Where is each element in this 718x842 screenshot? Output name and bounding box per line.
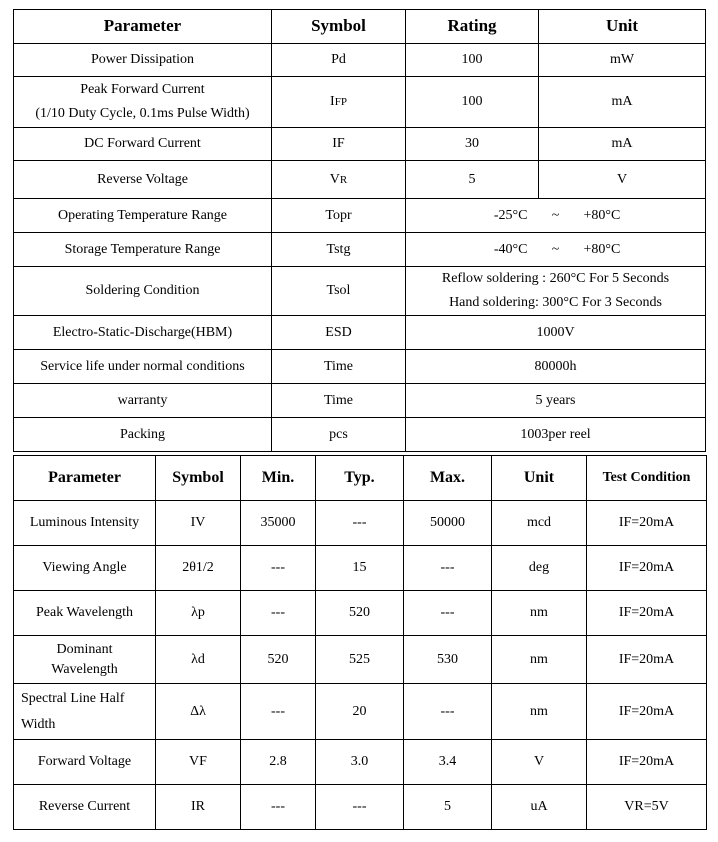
value-cell: 1000V <box>406 316 706 350</box>
unit-cell: mcd <box>492 501 587 546</box>
header-typ: Typ. <box>316 456 404 501</box>
min-cell: --- <box>241 785 316 830</box>
max-cell: --- <box>404 591 492 636</box>
symbol-cell: Pd <box>272 44 406 77</box>
min-cell: --- <box>241 546 316 591</box>
table-row <box>14 418 706 452</box>
reflow-line: Reflow soldering : 260°C For 5 Seconds <box>441 271 670 287</box>
unit-cell: mW <box>539 44 706 77</box>
param-note: (1/10 Duty Cycle, 0.1ms Pulse Width) <box>35 106 250 121</box>
unit-cell: mA <box>539 128 706 161</box>
range-max: +80°C <box>583 241 621 257</box>
table-row <box>14 501 707 546</box>
unit-cell: nm <box>492 636 587 684</box>
symbol-cell: Tsol <box>272 267 406 316</box>
table-row <box>14 684 707 740</box>
param-line-2: Width <box>21 716 56 732</box>
table-row <box>14 384 706 418</box>
symbol-cell: IR <box>156 785 241 830</box>
header-min: Min. <box>241 456 316 501</box>
header-test-condition: Test Condition <box>587 456 707 501</box>
param-cell: Forward Voltage <box>14 740 156 785</box>
unit-cell: nm <box>492 684 587 740</box>
symbol-cell: Time <box>272 384 406 418</box>
param-cell <box>14 684 156 740</box>
max-cell: 50000 <box>404 501 492 546</box>
condition-cell: IF=20mA <box>587 636 707 684</box>
param-cell: Service life under normal conditions <box>14 350 272 384</box>
header-unit: Unit <box>539 10 706 44</box>
rating-cell: 30 <box>406 128 539 161</box>
table-row <box>14 316 706 350</box>
symbol-cell: λp <box>156 591 241 636</box>
symbol-main: V <box>329 171 340 187</box>
symbol-subscript: FP <box>334 96 347 109</box>
value-cell: 5 years <box>406 384 706 418</box>
symbol-cell: pcs <box>272 418 406 452</box>
range-cell <box>406 233 706 267</box>
condition-cell: IF=20mA <box>587 546 707 591</box>
min-cell: 520 <box>241 636 316 684</box>
min-cell: 2.8 <box>241 740 316 785</box>
param-cell: Peak Wavelength <box>14 591 156 636</box>
absolute-maximum-ratings-table <box>13 9 706 452</box>
table-row <box>14 161 706 199</box>
typ-cell: 3.0 <box>316 740 404 785</box>
header-unit: Unit <box>492 456 587 501</box>
table-row <box>14 199 706 233</box>
unit-cell: V <box>539 161 706 199</box>
symbol-subscript: R <box>339 173 348 186</box>
range-tilde: ~ <box>551 241 560 257</box>
table-row <box>14 350 706 384</box>
table-row <box>14 546 707 591</box>
symbol-cell: ESD <box>272 316 406 350</box>
symbol-cell: Tstg <box>272 233 406 267</box>
hand-line: Hand soldering: 300°C For 3 Seconds <box>449 295 662 310</box>
param-cell: Packing <box>14 418 272 452</box>
param-cell: DC Forward Current <box>14 128 272 161</box>
symbol-cell: IF <box>272 128 406 161</box>
unit-cell: uA <box>492 785 587 830</box>
param-cell <box>14 77 272 128</box>
optical-characteristics-table <box>13 455 707 830</box>
min-cell: --- <box>241 684 316 740</box>
condition-cell: IF=20mA <box>587 501 707 546</box>
unit-cell: mA <box>539 77 706 128</box>
header-symbol: Symbol <box>272 10 406 44</box>
table-row <box>14 267 706 316</box>
unit-cell: deg <box>492 546 587 591</box>
typ-cell: 525 <box>316 636 404 684</box>
typ-cell: 520 <box>316 591 404 636</box>
param-cell: Luminous Intensity <box>14 501 156 546</box>
header-parameter: Parameter <box>14 10 272 44</box>
table-row <box>14 636 707 684</box>
table-row <box>14 44 706 77</box>
param-cell: Reverse Voltage <box>14 161 272 199</box>
param-line-1: Spectral Line Half <box>21 691 125 707</box>
param-cell: Storage Temperature Range <box>14 233 272 267</box>
condition-cell: IF=20mA <box>587 684 707 740</box>
param-text: Peak Forward Current <box>80 82 205 98</box>
min-cell: --- <box>241 591 316 636</box>
min-cell: 35000 <box>241 501 316 546</box>
range-max: +80°C <box>583 207 621 223</box>
table-row <box>14 785 707 830</box>
unit-cell: nm <box>492 591 587 636</box>
max-cell: 5 <box>404 785 492 830</box>
max-cell: 3.4 <box>404 740 492 785</box>
max-cell: --- <box>404 684 492 740</box>
symbol-cell: 2θ1/2 <box>156 546 241 591</box>
range-tilde: ~ <box>551 207 560 223</box>
typ-cell: --- <box>316 501 404 546</box>
symbol-cell: IV <box>156 501 241 546</box>
table-row <box>14 128 706 161</box>
condition-cell: VR=5V <box>587 785 707 830</box>
param-line-2: Wavelength <box>51 661 118 677</box>
symbol-main: I <box>330 94 335 110</box>
condition-cell: IF=20mA <box>587 740 707 785</box>
header-symbol: Symbol <box>156 456 241 501</box>
symbol-cell <box>272 161 406 199</box>
range-min: -25°C <box>493 207 528 223</box>
param-cell: Operating Temperature Range <box>14 199 272 233</box>
rating-cell: 100 <box>406 77 539 128</box>
typ-cell: 20 <box>316 684 404 740</box>
header-rating: Rating <box>406 10 539 44</box>
param-cell: warranty <box>14 384 272 418</box>
value-cell: 80000h <box>406 350 706 384</box>
symbol-cell: Δλ <box>156 684 241 740</box>
range-min: -40°C <box>493 241 528 257</box>
unit-cell: V <box>492 740 587 785</box>
param-cell <box>14 636 156 684</box>
symbol-cell <box>272 77 406 128</box>
table-row <box>14 740 707 785</box>
param-cell: Electro-Static-Discharge(HBM) <box>14 316 272 350</box>
param-cell: Power Dissipation <box>14 44 272 77</box>
rating-cell: 100 <box>406 44 539 77</box>
rating-cell: 5 <box>406 161 539 199</box>
header-parameter: Parameter <box>14 456 156 501</box>
soldering-cell <box>406 267 706 316</box>
symbol-cell: λd <box>156 636 241 684</box>
typ-cell: 15 <box>316 546 404 591</box>
symbol-cell: Time <box>272 350 406 384</box>
range-cell <box>406 199 706 233</box>
condition-cell: IF=20mA <box>587 591 707 636</box>
table-row <box>14 591 707 636</box>
param-line-1: Dominant <box>56 641 113 657</box>
param-cell: Soldering Condition <box>14 267 272 316</box>
table-row <box>14 233 706 267</box>
max-cell: 530 <box>404 636 492 684</box>
table-header-row <box>14 10 706 44</box>
header-max: Max. <box>404 456 492 501</box>
table-header-row <box>14 456 707 501</box>
table-row <box>14 77 706 128</box>
param-cell: Viewing Angle <box>14 546 156 591</box>
value-cell: 1003per reel <box>406 418 706 452</box>
symbol-cell: Topr <box>272 199 406 233</box>
max-cell: --- <box>404 546 492 591</box>
symbol-cell: VF <box>156 740 241 785</box>
param-cell: Reverse Current <box>14 785 156 830</box>
typ-cell: --- <box>316 785 404 830</box>
